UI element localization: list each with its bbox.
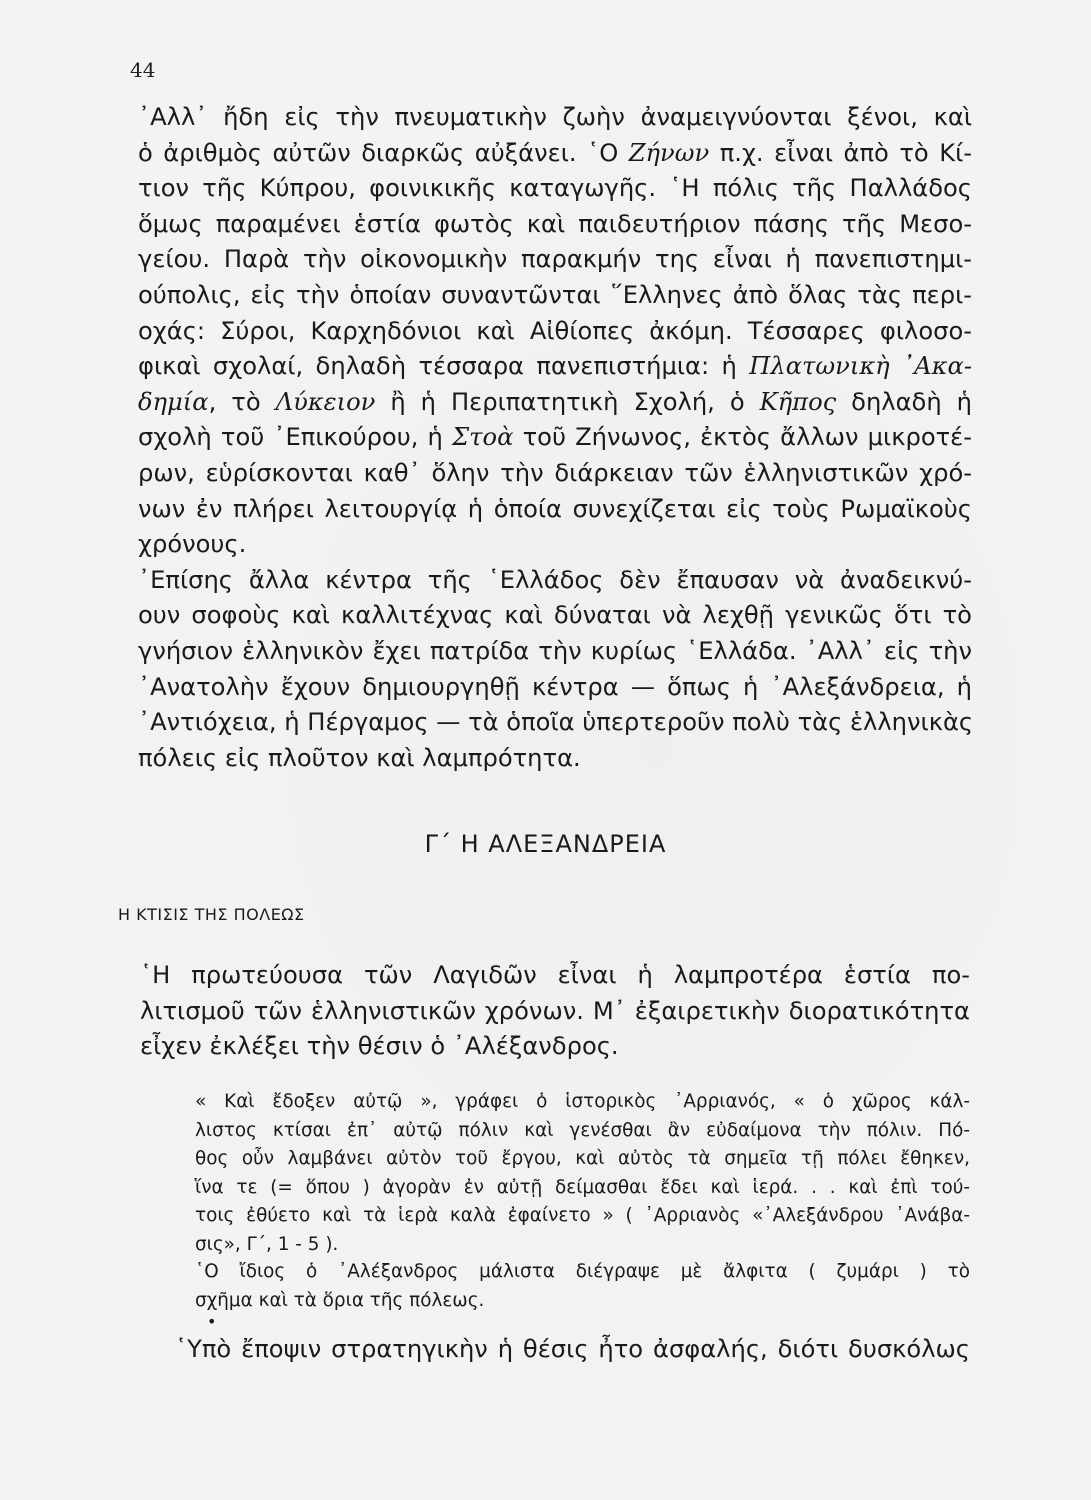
text-line: ᾿Αντιόχεια, ἡ Πέργαμος — τὰ ὁποῖα ὑπερτεροῦν πολὺ τὰς ἑλληνικὰς [138,708,974,737]
subheading: Η ΚΤΙΣΙΣ ΤΗΣ ΠΟΛΕΩΣ [118,905,305,924]
quote-line: « Καὶ ἔδοξεν αὐτῷ », γράφει ὁ ἱστορικὸς ᾿Αρριανός, « ὁ χῶρος κάλ- [195,1091,970,1112]
paragraph-greek-philosophy [138,100,972,776]
text-line: λιτισμοῦ τῶν ἑλληνιστικῶν χρόνων. Μ᾿ ἐξαιρετικὴν διορατικότητα [140,996,970,1025]
italic-term: Λύκειον [275,387,376,416]
text-line: ὁ ἀριθμὸς αὐτῶν διαρκῶς αὐξάνει. ῾Ο Ζήνων π.χ. εἶναι ἀπὸ τὸ Κί- [138,138,972,167]
text-line: ᾿Ανατολὴν ἔχουν δημιουργηθῇ κέντρα — ὅπως ἡ ᾿Αλεξάνδρεια, ἡ [138,672,972,701]
text-line: ούπολις, εἰς τὴν ὁποίαν συναντῶνται ῞Ελληνες ἀπὸ ὅλας τὰς περι- [138,280,972,309]
text-line: δημία, τὸ Λύκειον ἢ ἡ Περιπατητικὴ Σχολή, ὁ Κῆπος δηλαδὴ ἡ [138,387,972,416]
italic-term: Πλατωνικὴ ᾿Ακα- [749,352,972,381]
text-line: γείου. Παρὰ τὴν οἰκονομικὴν παρακμήν της εἶναι ἡ πανεπιστημι- [138,245,972,274]
quote-line: θος οὖν λαμβάνει αὐτὸν τοῦ ἔργου, καὶ αὐτὸς τὰ σημεῖα τῇ πόλει ἔθηκεν, [195,1148,970,1169]
quotation-arrian [195,1088,970,1259]
final-line [175,1332,970,1368]
text-line: ουν σοφοὺς καὶ καλλιτέχνας καὶ δύναται νὰ λεχθῇ γενικῶς ὅτι τὸ [138,601,972,630]
page-number: 44 [130,58,156,82]
paragraph-capital [140,958,970,1065]
text-line: οχάς: Σύροι, Καρχηδόνιοι καὶ Αἰθίοπες ἀκόμη. Τέσσαρες φιλοσο- [138,316,972,345]
text-line: ὅμως παραμένει ἑστία φωτὸς καὶ παιδευτήριον πάσης τῆς Μεσο- [138,209,972,238]
quote-line: σχῆμα καὶ τὰ ὅρια τῆς πόλεως. [195,1289,485,1311]
text-line: ρων, εὑρίσκονται καθ᾿ ὅλην τὴν διάρκειαν τῶν ἑλληνιστικῶν χρό- [138,458,972,487]
text-line: ῾Υπὸ ἔποψιν στρατηγικὴν ἡ θέσις ἦτο ἀσφαλής, διότι δυσκόλως [175,1335,970,1363]
text-line: σχολὴ τοῦ ᾿Επικούρου, ἡ Στοὰ τοῦ Ζήνωνος, ἐκτὸς ἄλλων μικροτέ- [138,423,972,452]
separator-dot: • [207,1312,217,1331]
text-line: ᾿Αλλ᾿ ἤδη εἰς τὴν πνευματικὴν ζωὴν ἀναμειγνύονται ξένοι, καὶ [138,103,972,131]
quote-line: λιστος κτίσαι ἐπ᾿ αὐτῷ πόλιν καὶ γενέσθαι ἂν εὐδαίμονα τὴν πόλιν. Πό- [195,1119,970,1141]
quote-line: ῾Ο ἴδιος ὁ ᾿Αλέξανδρος μάλιστα διέγραψε μὲ ἄλφιτα ( ζυμάρι ) τὸ [195,1261,970,1282]
text-line: τιον τῆς Κύπρου, φοινικικῆς καταγωγῆς. ῾Η πόλις τῆς Παλλάδος [138,174,972,203]
text-line: νων ἐν πλήρει λειτουργίᾳ ἡ ὁποία συνεχίζεται εἰς τοὺς Ρωμαϊκοὺς [138,494,972,523]
italic-term: Στοὰ [452,423,514,452]
text-line: γνήσιον ἑλληνικὸν ἔχει πατρίδα τὴν κυρίως ῾Ελλάδα. ᾿Αλλ᾿ εἰς τὴν [138,636,972,665]
quote-line: τοις ἐθύετο καὶ τὰ ἱερὰ καλὰ ἐφαίνετο » ( ᾿Αρριανὸς «᾿Αλεξάνδρου ᾿Ανάβα- [195,1205,970,1226]
italic-term: Κῆπος [759,387,837,416]
text-line: φικαὶ σχολαί, δηλαδὴ τέσσαρα πανεπιστήμια: ἡ Πλατωνικὴ ᾿Ακα- [138,352,972,381]
quote-line: ἵνα τε (= ὅπου ) ἀγορὰν ἐν αὐτῇ δείμασθαι ἔδει καὶ ἱερά. . . καὶ ἐπὶ τού- [195,1176,970,1198]
section-title: Γ΄ Η ΑΛΕΞΑΝΔΡΕΙΑ [424,830,667,858]
text-line: ᾿Επίσης ἄλλα κέντρα τῆς ῾Ελλάδος δὲν ἔπαυσαν νὰ ἀναδεικνύ- [138,565,972,594]
text-line: χρόνους. [138,530,247,559]
italic-term: Ζήνων [628,138,710,167]
text-line: ῾Η πρωτεύουσα τῶν Λαγιδῶν εἶναι ἡ λαμπροτέρα ἑστία πο- [140,961,970,989]
quotation-note [195,1258,970,1315]
text-line: πόλεις εἰς πλοῦτον καὶ λαμπρότητα. [138,743,581,772]
text-line: εἶχεν ἐκλέξει τὴν θέσιν ὁ ᾿Αλέξανδρος. [140,1032,619,1061]
quote-line: σις», Γ΄, 1 - 5 ). [195,1233,339,1255]
